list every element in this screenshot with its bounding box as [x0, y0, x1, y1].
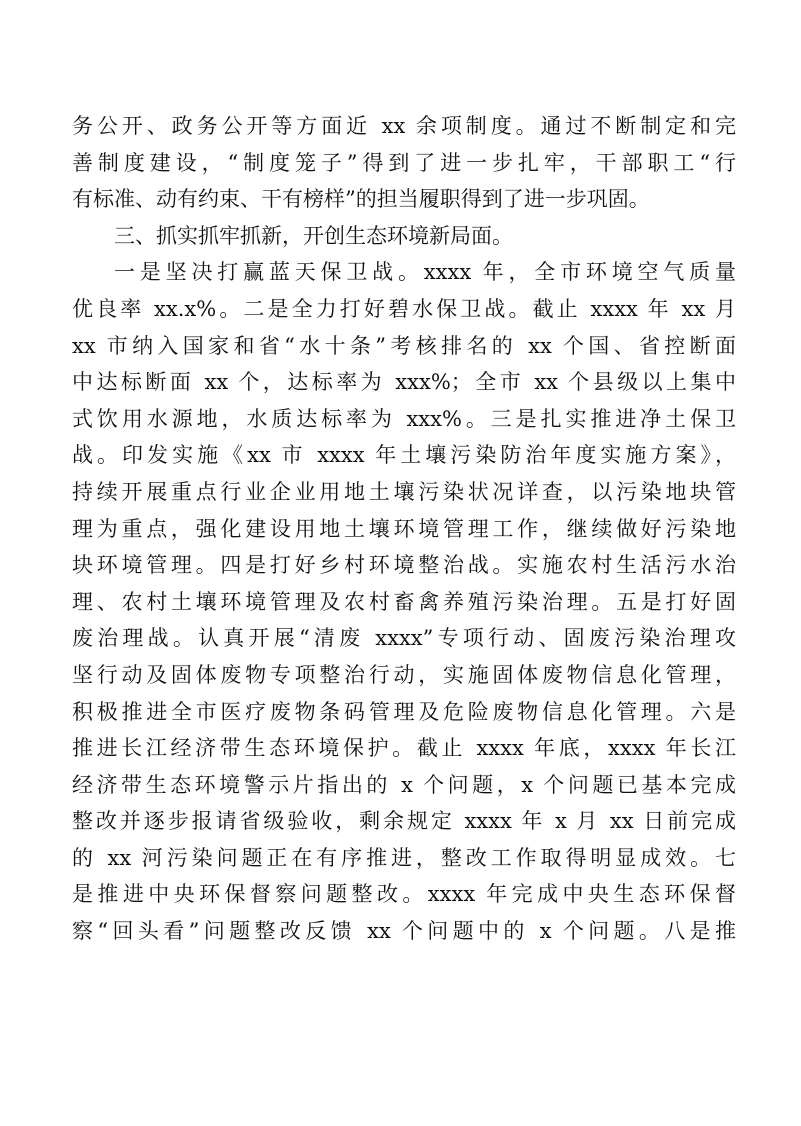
section-heading: 三、抓实抓牢抓新，开创生态环境新局面。 — [114, 223, 513, 248]
text-line: 善制度建设，“制度笼子”得到了进一步扎牢，干部职工“行 — [72, 150, 736, 175]
text-line: 中达标断面 xx 个，达标率为 xxx%；全市 xx 个县级以上集中 — [72, 370, 736, 395]
text-line: 的 xx 河污染问题正在有序推进，整改工作取得明显成效。七 — [72, 845, 736, 870]
text-line: 持续开展重点行业企业用地土壤污染状况详查，以污染地块管 — [72, 479, 736, 504]
text-line: 战。印发实施《xx 市 xxxx 年土壤污染防治年度实施方案》， — [72, 443, 736, 468]
text-line: 整改并逐步报请省级验收，剩余规定 xxxx 年 x 月 xx 日前完成 — [72, 809, 736, 834]
text-line: 废治理战。认真开展“清废 xxxx”专项行动、固废污染治理攻 — [72, 626, 736, 651]
text-line: 一是坚决打赢蓝天保卫战。xxxx 年，全市环境空气质量 — [114, 260, 736, 285]
text-line: 经济带生态环境警示片指出的 x 个问题，x 个问题已基本完成 — [72, 772, 736, 797]
text-line: 推进长江经济带生态环境保护。截止 xxxx 年底，xxxx 年长江 — [72, 736, 736, 761]
text-line: 块环境管理。四是打好乡村环境整治战。实施农村生活污水治 — [72, 553, 736, 578]
text-line: 理、农村土壤环境管理及农村畜禽养殖污染治理。五是打好固 — [72, 589, 736, 614]
text-line: 优良率 xx.x%。二是全力打好碧水保卫战。截止 xxxx 年 xx 月 — [72, 296, 736, 321]
text-line: xx 市纳入国家和省“水十条”考核排名的 xx 个国、省控断面 — [72, 333, 736, 358]
text-line: 式饮用水源地，水质达标率为 xxx%。三是扎实推进净土保卫 — [72, 406, 736, 431]
text-line: 坚行动及固体废物专项整治行动，实施固体废物信息化管理， — [72, 662, 736, 687]
text-line: 察“回头看”问题整改反馈 xx 个问题中的 x 个问题。八是推 — [72, 919, 736, 944]
text-line: 有标准、动有约束、干有榜样”的担当履职得到了进一步巩固。 — [72, 187, 650, 212]
document-body — [72, 108, 736, 950]
text-line: 务公开、政务公开等方面近 xx 余项制度。通过不断制定和完 — [72, 114, 736, 138]
text-line: 是推进中央环保督察问题整改。xxxx 年完成中央生态环保督 — [72, 882, 736, 907]
text-line: 积极推进全市医疗废物条码管理及危险废物信息化管理。六是 — [72, 699, 736, 724]
text-line: 理为重点，强化建设用地土壤环境管理工作，继续做好污染地 — [72, 516, 736, 541]
